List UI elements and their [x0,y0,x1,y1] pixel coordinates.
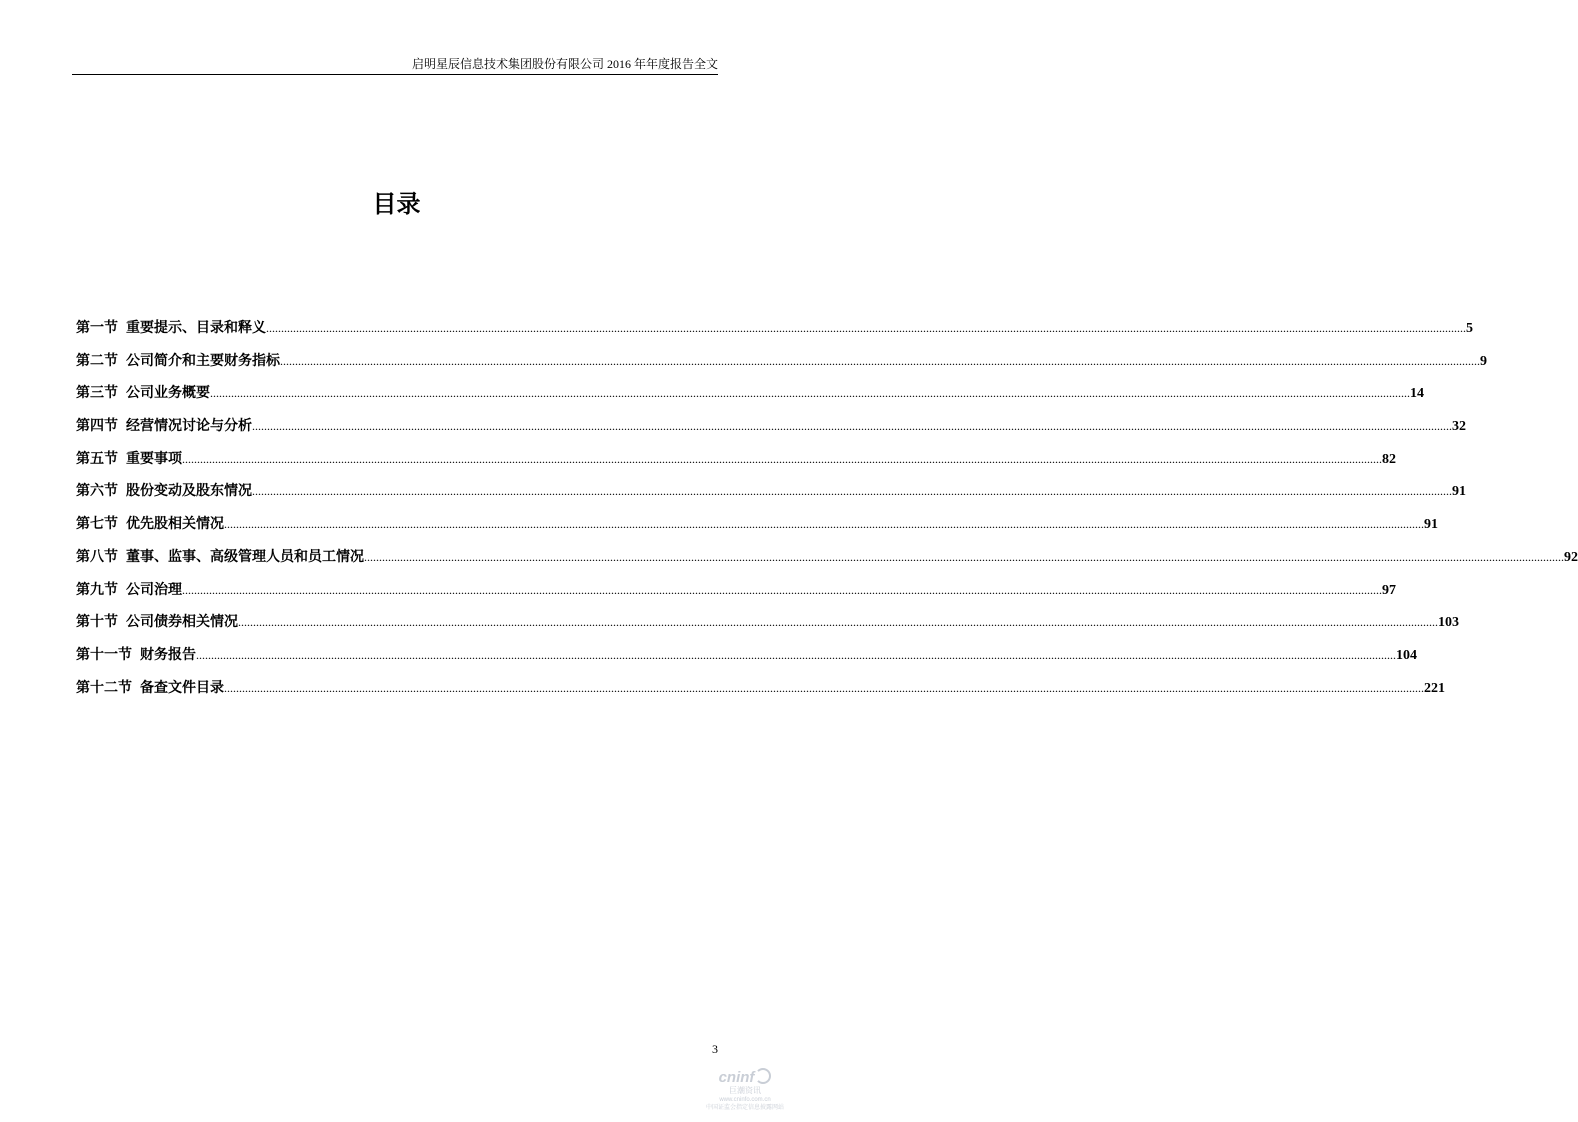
page-number: 3 [712,1042,718,1056]
toc-leader-dots: ................................................................................................................................................................................................................................................................................................................................................................................................................ [252,419,1452,434]
toc-entry[interactable] [76,547,1578,580]
toc-leader-dots: ................................................................................................................................................................................................................................................................................................................................................................................................................ [182,582,1382,597]
toc-entry-label: 公司业务概要 [126,385,210,402]
toc-entry-label: 经营情况讨论与分析 [126,418,252,435]
toc-leader-dots: ................................................................................................................................................................................................................................................................................................................................................................................................................ [210,386,1410,401]
toc-entry[interactable] [76,580,1396,613]
toc-page-number: 97 [1382,582,1396,598]
toc-leader-dots: ................................................................................................................................................................................................................................................................................................................................................................................................................ [364,549,1564,564]
cninfo-logo-text: cninf [718,1069,755,1086]
toc-leader-dots: ................................................................................................................................................................................................................................................................................................................................................................................................................ [196,647,1396,662]
toc-entry-label: 董事、监事、高级管理人员和员工情况 [126,548,364,565]
toc-entry[interactable] [76,678,1445,711]
toc-entry-label: 公司简介和主要财务指标 [126,352,280,369]
toc-entry-label: 股份变动及股东情况 [126,483,252,500]
toc-leader-dots: ................................................................................................................................................................................................................................................................................................................................................................................................................ [224,680,1424,695]
toc-section-number: 第十节 [76,614,118,631]
toc-page-number: 82 [1382,451,1396,467]
toc-entry-label: 重要提示、目录和释义 [126,320,266,336]
toc-entry[interactable] [76,481,1466,514]
toc-entry-label: 财务报告 [140,646,196,663]
toc-page-number: 5 [1466,321,1473,336]
toc-entry[interactable] [76,351,1487,384]
toc-section-number: 第一节 [76,320,118,336]
toc-leader-dots: ................................................................................................................................................................................................................................................................................................................................................................................................................ [182,451,1382,466]
toc-entry[interactable] [76,416,1466,449]
toc-section-number: 第八节 [76,548,118,565]
toc-page-number: 32 [1452,419,1466,435]
table-of-contents [76,318,1578,710]
toc-leader-dots: ................................................................................................................................................................................................................................................................................................................................................................................................................ [238,615,1438,630]
toc-page-number: 104 [1396,647,1417,663]
toc-title: 目录 [372,190,421,218]
cninfo-name: 巨潮资讯 [729,1086,761,1095]
toc-entry-label: 备查文件目录 [140,679,224,696]
toc-page-number: 221 [1424,680,1445,696]
toc-entry[interactable] [76,383,1424,416]
toc-page-number: 9 [1480,353,1487,369]
toc-page-number: 14 [1410,386,1424,402]
toc-section-number: 第十一节 [76,646,132,663]
toc-entry-label: 优先股相关情况 [126,516,224,533]
toc-section-number: 第六节 [76,483,118,500]
toc-entry[interactable] [76,449,1396,482]
toc-leader-dots: ................................................................................................................................................................................................................................................................................................................................................................................................................ [280,353,1480,368]
cninfo-org: 中国证监会指定信息披露网站 [705,1105,784,1111]
toc-leader-dots: ................................................................................................................................................................................................................................................................................................................................................................................................................ [266,321,1466,335]
toc-leader-dots: ................................................................................................................................................................................................................................................................................................................................................................................................................ [252,484,1452,499]
cninfo-logo [700,1068,790,1086]
toc-section-number: 第十二节 [76,679,132,696]
toc-entry[interactable] [76,645,1417,678]
toc-entry[interactable] [76,612,1459,645]
toc-page-number: 92 [1564,549,1578,565]
toc-section-number: 第五节 [76,450,118,467]
toc-entry[interactable] [76,514,1438,547]
cninfo-url: www.cninfo.com.cn [719,1097,771,1103]
running-header: 启明星辰信息技术集团股份有限公司 2016 年年度报告全文 [411,57,718,71]
toc-section-number: 第七节 [76,516,118,533]
toc-entry-label: 重要事项 [126,450,182,467]
toc-section-number: 第三节 [76,385,118,402]
toc-page-number: 91 [1424,517,1438,533]
cninfo-watermark [700,1068,790,1118]
toc-page-number: 103 [1438,615,1459,631]
toc-leader-dots: ................................................................................................................................................................................................................................................................................................................................................................................................................ [224,517,1424,532]
toc-entry-label: 公司债券相关情况 [126,614,238,631]
toc-entry-label: 公司治理 [126,581,182,598]
toc-entry[interactable] [76,318,1473,351]
swirl-icon [755,1068,771,1084]
toc-section-number: 第四节 [76,418,118,435]
toc-section-number: 第二节 [76,352,118,369]
toc-section-number: 第九节 [76,581,118,598]
toc-page-number: 91 [1452,484,1466,500]
header-rule [72,74,718,75]
